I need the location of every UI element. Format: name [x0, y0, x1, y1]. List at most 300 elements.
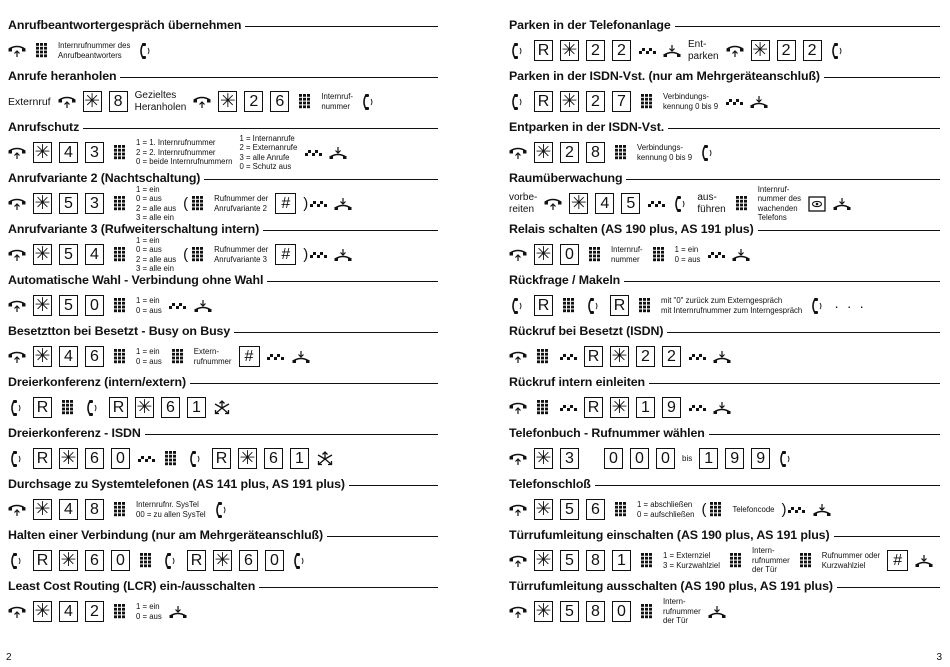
note-line: Telefoncode	[732, 504, 775, 514]
instruction-section	[509, 67, 940, 118]
note-line: 0 = aus	[674, 254, 701, 264]
hang-up-icon	[329, 144, 347, 162]
lift-handset-icon	[8, 603, 26, 621]
digit-key: 2	[803, 40, 822, 61]
heading-rule	[837, 587, 940, 588]
heading-rule	[834, 536, 941, 537]
section-heading	[509, 475, 940, 493]
heading-rule	[668, 128, 940, 129]
handset-talk-icon	[360, 93, 378, 111]
lift-handset-icon	[509, 399, 527, 417]
hash-key: #	[239, 346, 260, 367]
keypad-icon	[560, 297, 578, 315]
heading-rule	[83, 128, 438, 129]
digit-key: 4	[59, 601, 78, 622]
star-key: ✳	[561, 91, 578, 112]
star-key: ✳	[34, 193, 51, 214]
section-heading	[8, 373, 438, 391]
section-heading	[509, 16, 940, 34]
instruction-note	[611, 245, 643, 264]
instruction-note	[697, 192, 725, 216]
instruction-section	[509, 526, 940, 577]
digit-key: 7	[612, 91, 631, 112]
instruction-section	[509, 475, 940, 526]
keypad-icon	[111, 297, 129, 315]
section-heading	[8, 577, 438, 595]
instruction-section	[8, 475, 438, 526]
lift-handset-icon	[509, 144, 527, 162]
keypad-icon	[797, 552, 815, 570]
section-heading	[8, 67, 438, 85]
keypad-icon	[162, 450, 180, 468]
digit-key: 1	[187, 397, 206, 418]
section-heading	[509, 220, 940, 238]
handset-talk-icon	[8, 450, 26, 468]
handset-talk-icon	[291, 552, 309, 570]
section-title: Anrufschutz	[8, 120, 80, 134]
star-key: ✳	[570, 193, 587, 214]
note-line: parken	[688, 50, 719, 62]
note-line: Rufnummer oder	[821, 551, 881, 561]
confirmation-tone-icon	[725, 93, 743, 111]
confirmation-tone-icon	[638, 42, 656, 60]
note-line: Heranholen	[134, 101, 187, 113]
hang-up-icon	[194, 297, 212, 315]
digit-key: 2	[777, 40, 796, 61]
note-line: vorbe-	[509, 191, 538, 203]
note-line: 0 = aus	[136, 356, 162, 366]
note-line: wachenden	[757, 203, 798, 213]
section-heading	[8, 322, 438, 340]
confirmation-tone-icon	[309, 246, 327, 264]
label-text: bis	[682, 454, 693, 463]
confirmation-tone-icon	[688, 399, 706, 417]
section-title: Rückruf bei Besetzt (ISDN)	[509, 324, 664, 338]
star-key: ✳	[611, 346, 628, 367]
conference-icon	[213, 399, 231, 417]
note-line: Anrufvariante 2	[214, 203, 267, 213]
note-line: 1 = ein	[136, 296, 160, 306]
recall-key: R	[534, 295, 553, 316]
digit-key: 2	[662, 346, 681, 367]
section-title: Anrufvariante 3 (Rufweiterschaltung intern)	[8, 222, 260, 236]
room-monitor-icon	[808, 195, 826, 213]
keypad-icon	[111, 348, 129, 366]
optional-bracket: (	[183, 195, 189, 212]
star-key: ✳	[239, 448, 256, 469]
handset-talk-icon	[509, 93, 527, 111]
heading-rule	[327, 536, 438, 537]
digit-key: 8	[586, 601, 605, 622]
note-line: Anrufvariante 3	[214, 254, 267, 264]
note-line: 0 = aufschließen	[637, 509, 695, 519]
handset-talk-icon	[8, 399, 26, 417]
digit-key: 6	[586, 499, 605, 520]
section-heading	[8, 169, 438, 187]
digit-key: 4	[59, 346, 78, 367]
handset-talk-icon	[809, 297, 827, 315]
instruction-section	[509, 322, 940, 373]
note-line: nummer	[611, 254, 640, 264]
optional-bracket: )	[303, 195, 309, 212]
heading-rule	[245, 26, 438, 27]
keypad-icon	[612, 144, 630, 162]
section-heading	[8, 526, 438, 544]
hang-up-icon	[713, 348, 731, 366]
section-title: Rückruf intern einleiten	[509, 375, 645, 389]
key-sequence	[509, 34, 940, 67]
handset-talk-icon	[187, 450, 205, 468]
section-heading	[509, 577, 940, 595]
key-sequence	[509, 136, 940, 169]
note-line: reiten	[509, 203, 535, 215]
instruction-section	[8, 322, 438, 373]
section-title: Dreierkonferenz (intern/extern)	[8, 375, 186, 389]
keypad-icon	[727, 552, 745, 570]
lift-handset-icon	[544, 195, 562, 213]
hang-up-icon	[663, 42, 681, 60]
note-line: Intern-	[752, 546, 775, 556]
key-sequence	[509, 442, 940, 475]
star-key: ✳	[219, 91, 236, 112]
note-line: Verbindungs-	[663, 92, 709, 102]
instruction-section	[8, 526, 438, 577]
hash-key: #	[275, 244, 296, 265]
note-line: Intern-	[663, 597, 686, 607]
digit-key: 0	[85, 295, 104, 316]
note-line: 1 = ein	[674, 245, 699, 255]
note-line: Anrufbeantworters	[58, 50, 122, 60]
heading-rule	[667, 332, 940, 333]
instruction-section	[509, 169, 940, 220]
star-key: ✳	[752, 40, 769, 61]
note-line: 1 = abschließen	[637, 500, 693, 510]
heading-rule	[624, 281, 940, 282]
handset-talk-icon	[162, 552, 180, 570]
key-sequence	[509, 391, 940, 424]
note-line: 0 = aus	[136, 245, 162, 255]
keypad-icon	[707, 501, 725, 519]
hash-key: #	[887, 550, 908, 571]
optional-bracket: (	[183, 246, 189, 263]
note-line: mit Internrufnummer zum Interngespräch	[661, 305, 803, 315]
note-line: 1 = Internanrufe	[239, 133, 295, 143]
conference-icon	[316, 450, 334, 468]
section-heading	[509, 373, 940, 391]
lift-handset-icon	[509, 501, 527, 519]
section-heading	[8, 271, 438, 289]
digit-key: 8	[85, 499, 104, 520]
instruction-note	[661, 296, 802, 315]
key-sequence	[509, 238, 940, 271]
digit-key: 0	[656, 448, 675, 469]
confirmation-tone-icon	[647, 195, 665, 213]
keypad-icon	[586, 246, 604, 264]
confirmation-tone-icon	[309, 195, 327, 213]
note-line: Internruf-	[321, 92, 353, 102]
lift-handset-icon	[509, 552, 527, 570]
key-sequence	[509, 289, 940, 322]
instruction-section	[8, 220, 438, 271]
heading-rule	[349, 485, 438, 486]
heading-rule	[675, 26, 940, 27]
note-line: 00 = zu allen SysTel	[136, 509, 206, 519]
keypad-icon	[111, 195, 129, 213]
star-key: ✳	[535, 244, 552, 265]
star-key: ✳	[34, 346, 51, 367]
star-key: ✳	[60, 448, 77, 469]
digit-key: 3	[85, 142, 104, 163]
note-line: 1 = ein	[136, 235, 160, 245]
confirmation-tone-icon	[688, 348, 706, 366]
recall-key: R	[33, 550, 52, 571]
instruction-note	[752, 546, 790, 574]
keypad-icon	[137, 552, 155, 570]
section-heading	[509, 322, 940, 340]
key-sequence	[8, 544, 438, 577]
keypad-icon	[59, 399, 77, 417]
note-line: Extern-	[193, 347, 219, 357]
instruction-section	[8, 577, 438, 628]
note-line: 2 = 2. Internrufnummer	[136, 147, 216, 157]
instruction-note	[509, 192, 537, 216]
section-heading	[509, 169, 940, 187]
keypad-icon	[111, 246, 129, 264]
note-line: kennung 0 bis 9	[663, 101, 719, 111]
section-title: Durchsage zu Systemtelefonen (AS 141 plus, AS 191 plus)	[8, 477, 345, 491]
star-key: ✳	[214, 550, 231, 571]
digit-key: 6	[270, 91, 289, 112]
section-title: Relais schalten (AS 190 plus, AS 191 plus)	[509, 222, 754, 236]
handset-talk-icon	[8, 552, 26, 570]
instruction-note	[214, 245, 268, 264]
instruction-note	[663, 597, 701, 625]
note-line: mit "0" zurück zum Externgespräch	[661, 296, 783, 306]
heading-rule	[204, 179, 438, 180]
digit-key: 5	[621, 193, 640, 214]
section-title: Türrufumleitung ausschalten (AS 190 plus, AS 191 plus)	[509, 579, 833, 593]
hang-up-icon	[708, 603, 726, 621]
instruction-note	[194, 347, 232, 366]
lift-handset-icon	[509, 450, 527, 468]
note-line: der Tür	[752, 565, 777, 575]
recall-key: R	[584, 346, 603, 367]
key-sequence	[8, 133, 438, 171]
handset-talk-icon	[137, 42, 155, 60]
keypad-icon	[296, 93, 314, 111]
section-title: Türrufumleitung einschalten (AS 190 plus, AS 191 plus)	[509, 528, 830, 542]
note-line: kennung 0 bis 9	[637, 152, 693, 162]
optional-bracket: )	[781, 501, 787, 518]
star-key: ✳	[535, 448, 552, 469]
handset-talk-icon	[777, 450, 795, 468]
digit-key: 2	[244, 91, 263, 112]
digit-key: 1	[612, 550, 631, 571]
digit-key: 9	[662, 397, 681, 418]
instruction-section	[8, 16, 438, 67]
instruction-note	[136, 602, 162, 621]
note-line: 2 = Externanrufe	[239, 143, 298, 153]
instruction-note	[732, 505, 774, 514]
keypad-icon	[534, 399, 552, 417]
hang-up-icon	[915, 552, 933, 570]
hang-up-icon	[169, 603, 187, 621]
instruction-section	[509, 220, 940, 271]
confirmation-tone-icon	[137, 450, 155, 468]
keypad-icon	[733, 195, 751, 213]
instruction-note	[663, 551, 720, 570]
keypad-icon	[169, 348, 187, 366]
digit-key: 4	[59, 142, 78, 163]
key-sequence	[509, 184, 940, 222]
recall-key: R	[109, 397, 128, 418]
note-line: 1 = 1. Internrufnummer	[136, 138, 216, 148]
note-line: Kurzwahlziel	[821, 560, 866, 570]
instruction-note	[758, 185, 801, 223]
section-title: Telefonschloß	[509, 477, 591, 491]
star-key: ✳	[34, 244, 51, 265]
heading-rule	[649, 383, 940, 384]
recall-key: R	[33, 397, 52, 418]
lift-handset-icon	[509, 246, 527, 264]
section-heading	[8, 220, 438, 238]
left-page	[8, 16, 438, 628]
instruction-section	[8, 67, 438, 118]
note-line: Internrufnr. SysTel	[136, 500, 199, 510]
digit-key: 2	[85, 601, 104, 622]
instruction-note	[637, 143, 692, 162]
instruction-section	[8, 271, 438, 322]
note-line: der Tür	[663, 616, 688, 626]
section-title: Least Cost Routing (LCR) ein-/ausschalten	[8, 579, 256, 593]
note-line: 0 = beide Internrufnummern	[136, 157, 233, 167]
hang-up-icon	[713, 399, 731, 417]
section-title: Anrufvariante 2 (Nachtschaltung)	[8, 171, 201, 185]
key-sequence	[509, 340, 940, 373]
key-sequence	[8, 184, 438, 222]
digit-key: 9	[725, 448, 744, 469]
keypad-icon	[534, 348, 552, 366]
instruction-note	[136, 185, 176, 223]
instruction-note	[136, 500, 206, 519]
section-heading	[8, 118, 438, 136]
note-line: Internrufnummer des	[58, 41, 131, 51]
recall-key: R	[534, 91, 553, 112]
note-line: führen	[697, 203, 726, 215]
hang-up-icon	[334, 195, 352, 213]
section-heading	[509, 526, 940, 544]
optional-bracket: )	[303, 246, 309, 263]
star-key: ✳	[535, 142, 552, 163]
note-line: 1 = ein	[136, 602, 160, 612]
keypad-icon	[189, 246, 207, 264]
star-key: ✳	[34, 142, 51, 163]
hang-up-icon	[813, 501, 831, 519]
lift-handset-icon	[8, 348, 26, 366]
handset-talk-icon	[829, 42, 847, 60]
recall-key: R	[610, 295, 629, 316]
instruction-section	[8, 118, 438, 169]
digit-key: 8	[586, 550, 605, 571]
note-line: 3 = alle ein	[136, 263, 174, 273]
note-line: rufnummer	[663, 606, 701, 616]
confirmation-tone-icon	[304, 144, 322, 162]
section-title: Telefonbuch - Rufnummer wählen	[509, 426, 705, 440]
digit-key: 3	[560, 448, 579, 469]
digit-key: 6	[85, 550, 104, 571]
instruction-section	[509, 118, 940, 169]
star-key: ✳	[34, 601, 51, 622]
digit-key: 0	[604, 448, 623, 469]
instruction-note	[822, 551, 881, 570]
star-key: ✳	[136, 397, 153, 418]
note-line: Telefons	[757, 212, 787, 222]
lift-handset-icon	[509, 603, 527, 621]
note-line: Gezieltes	[134, 89, 177, 101]
section-title: Parken in der ISDN-Vst. (nur am Mehrgeräteanschluß)	[509, 69, 820, 83]
hang-up-icon	[334, 246, 352, 264]
instruction-section	[509, 271, 940, 322]
key-sequence	[8, 85, 438, 118]
digit-key: 0	[560, 244, 579, 265]
digit-key: 6	[85, 346, 104, 367]
star-key: ✳	[535, 550, 552, 571]
keypad-icon	[111, 603, 129, 621]
digit-key: 5	[560, 601, 579, 622]
key-sequence	[8, 442, 438, 475]
continue-dots: · · ·	[834, 297, 867, 314]
label-text: Externruf	[8, 95, 51, 108]
handset-talk-icon	[585, 297, 603, 315]
right-page	[509, 16, 940, 628]
instruction-section	[509, 373, 940, 424]
digit-key: 2	[586, 40, 605, 61]
heading-rule	[626, 179, 940, 180]
digit-key: 6	[264, 448, 283, 469]
digit-key: 0	[630, 448, 649, 469]
heading-rule	[709, 434, 940, 435]
note-line: Ent-	[688, 38, 707, 50]
note-line: 2 = alle aus	[136, 203, 177, 213]
star-key: ✳	[34, 295, 51, 316]
star-key: ✳	[535, 499, 552, 520]
key-sequence	[8, 340, 438, 373]
digit-key: 0	[111, 550, 130, 571]
instruction-section	[509, 424, 940, 475]
digit-key: 5	[59, 244, 78, 265]
section-title: Dreierkonferenz - ISDN	[8, 426, 141, 440]
hang-up-icon	[750, 93, 768, 111]
section-title: Parken in der Telefonanlage	[509, 18, 671, 32]
note-line: 0 = aus	[136, 305, 162, 315]
note-line: 0 = Schutz aus	[239, 161, 292, 171]
keypad-icon	[650, 246, 668, 264]
note-line: 1 = ein	[136, 184, 160, 194]
heading-rule	[190, 383, 438, 384]
keypad-icon	[638, 93, 656, 111]
recall-key: R	[33, 448, 52, 469]
hang-up-icon	[292, 348, 310, 366]
lift-handset-icon	[8, 42, 26, 60]
hang-up-icon	[833, 195, 851, 213]
keypad-icon	[111, 501, 129, 519]
instruction-section	[8, 169, 438, 220]
keypad-icon	[111, 144, 129, 162]
section-title: Entparken in der ISDN-Vst.	[509, 120, 665, 134]
instruction-section	[509, 16, 940, 67]
note-line: rufnummer	[752, 555, 790, 565]
note-line: Verbindungs-	[637, 143, 683, 153]
